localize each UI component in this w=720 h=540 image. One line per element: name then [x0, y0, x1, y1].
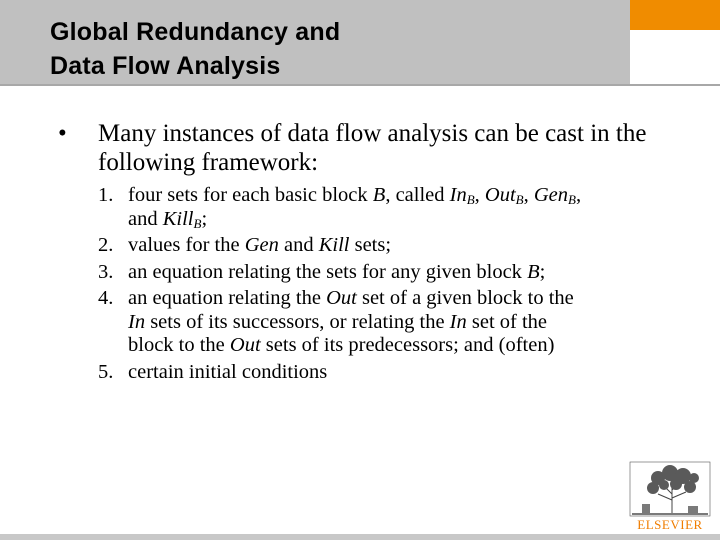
list-item: 2. values for the Gen and Kill sets; [98, 234, 392, 256]
elsevier-logo-text: ELSEVIER [637, 517, 703, 532]
slide-title-line-1: Global Redundancy and [50, 18, 341, 46]
title-divider [0, 84, 720, 86]
list-item: 3. an equation relating the sets for any given block B; [98, 260, 546, 283]
bullet-text: Many instances of data flow analysis can be cast in the following framework: [98, 120, 647, 176]
title-band [0, 0, 630, 84]
list-item: 1. four sets for each basic block B, called $In_B$, Out$_B$, Gen$_B$, and Kill$_B$; [98, 184, 582, 231]
bullet-marker: • [58, 120, 67, 147]
framework-list [98, 184, 678, 387]
list-number: 5. [98, 360, 114, 383]
bottom-band [0, 534, 720, 540]
slide-title-line-2: Data Flow Analysis [50, 52, 281, 80]
list-number: 2. [98, 234, 114, 256]
accent-square [630, 0, 720, 30]
list-number: 1. [98, 184, 114, 206]
list-item: 5. certain initial conditions [98, 360, 328, 383]
list-item: 4. an equation relating the Out set of a given block to the In sets of its successors, or relating the In set of the block to the Out sets of its predecessors; and (often) [98, 287, 574, 356]
list-number: 4. [98, 287, 114, 309]
list-number: 3. [98, 260, 114, 283]
